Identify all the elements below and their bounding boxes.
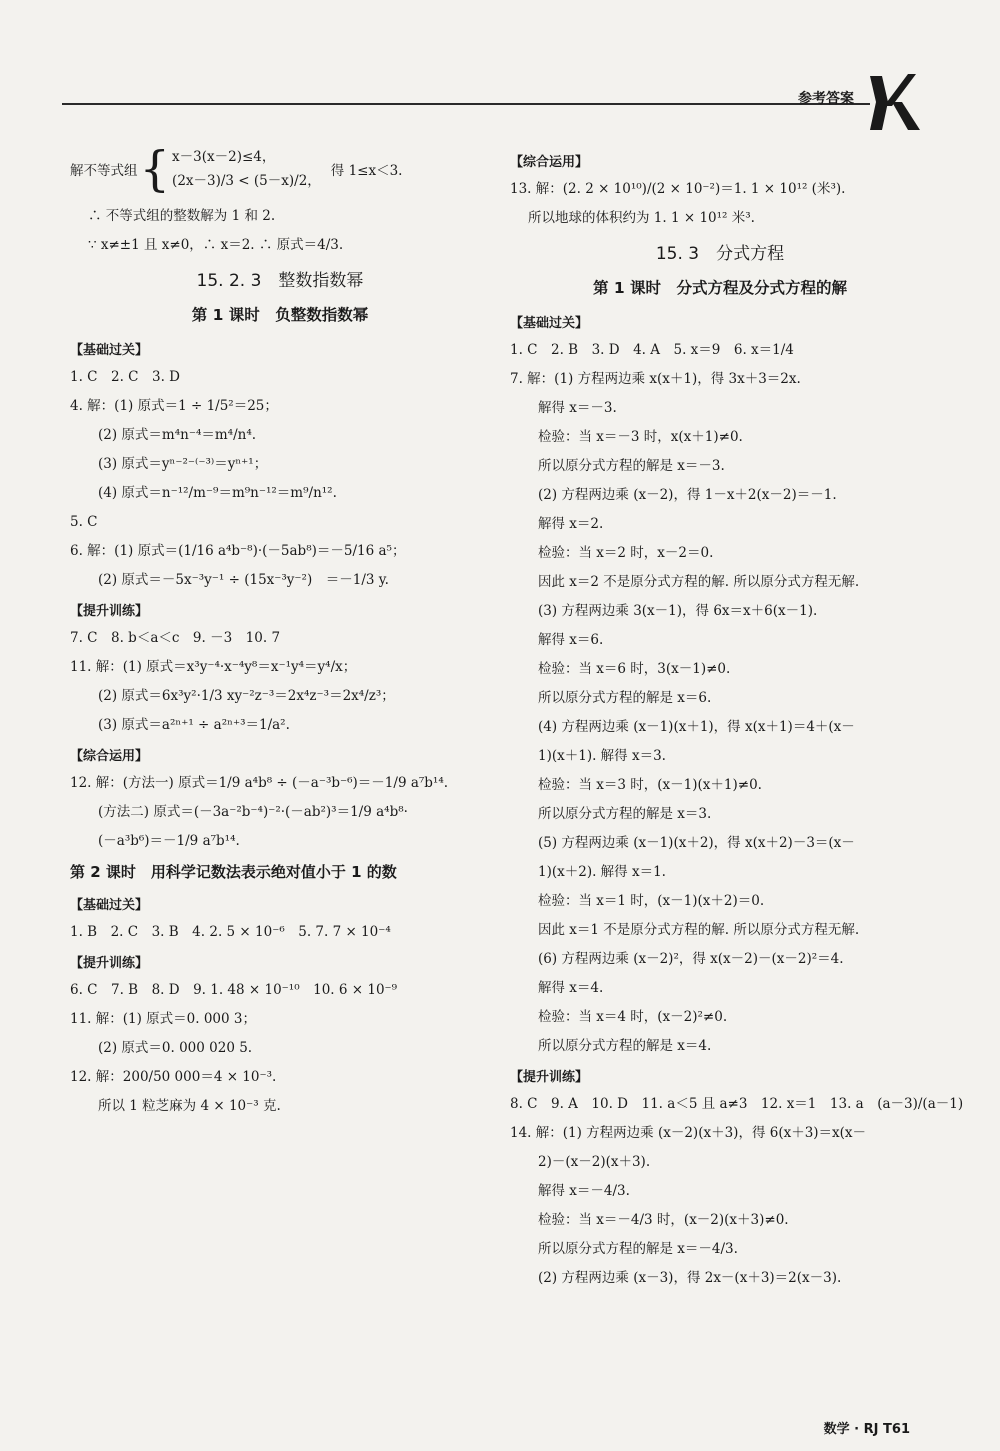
answer-line: (2) 方程两边乘 (x－3)，得 2x－(x＋3)＝2(x－3). [538,1270,842,1286]
answer-line: 所以原分式方程的解是 x＝－4/3. [538,1241,738,1257]
label-improve: 【提升训练】 [510,1070,589,1085]
answer-line: 所以地球的体积约为 1. 1 × 10¹² 米³. [528,210,755,226]
answer-line: 7. C 8. b＜a＜c 9. －3 10. 7 [70,630,281,646]
label-basic: 【基础过关】 [510,316,589,331]
answer-line: 解得 x＝－3. [538,400,617,416]
answer-line: 所以原分式方程的解是 x＝6. [538,690,712,706]
answer-line: 所以 1 粒芝麻为 4 × 10⁻³ 克. [98,1098,281,1114]
answer-line: 因此 x＝1 不是原分式方程的解. 所以原分式方程无解. [538,922,860,938]
brand-logo-icon [862,72,922,134]
answer-line: 12. 解：200/50 000＝4 × 10⁻³. [70,1069,277,1085]
section-title: 15. 2. 3 整数指数幂 [196,271,364,291]
answer-line: (方法二) 原式＝(－3a⁻²b⁻⁴)⁻²·(－ab²)³＝1/9 a⁴b⁸· [98,804,408,820]
lesson-title: 第 1 课时 分式方程及分式方程的解 [592,279,848,297]
answer-line: 1. C 2. B 3. D 4. A 5. x＝9 6. x＝1/4 [510,342,794,358]
answer-line: 检验：当 x＝－4/3 时，(x－2)(x＋3)≠0. [538,1212,789,1228]
answer-line: (3) 原式＝a²ⁿ⁺¹ ÷ a²ⁿ⁺³＝1/a². [98,717,290,733]
text-line: ∴ 不等式组的整数解为 1 和 2. [88,208,276,224]
answer-line: 11. 解：(1) 原式＝x³y⁻⁴·x⁻⁴y⁸＝x⁻¹y⁴＝y⁴/x； [70,659,357,675]
answer-line: (2) 原式＝6x³y²·1/3 xy⁻²z⁻³＝2x⁴z⁻³＝2x⁴/z³； [98,688,395,704]
answer-line: (5) 方程两边乘 (x－1)(x＋2)，得 x(x＋2)－3＝(x－ [538,835,855,851]
answer-line: 解得 x＝－4/3. [538,1183,630,1199]
header-title: 参考答案 [798,91,854,107]
lesson-title: 第 1 课时 负整数指数幂 [191,306,369,324]
answer-line: (3) 方程两边乘 3(x－1)，得 6x＝x＋6(x－1). [538,603,818,619]
answer-line: 解得 x＝4. [538,980,604,996]
section-title: 15. 3 分式方程 [655,244,785,264]
label-comprehensive: 【综合运用】 [70,749,149,764]
answer-line: 1. B 2. C 3. B 4. 2. 5 × 10⁻⁶ 5. 7. 7 × 10⁻⁴ [70,924,391,940]
answer-line: (2) 原式＝0. 000 020 5. [98,1040,253,1056]
system-prefix: 解不等式组 [70,163,138,179]
answer-line: 检验：当 x＝－3 时，x(x＋1)≠0. [538,429,743,445]
system-row-2: (2x－3)/3 < (5－x)/2， [172,173,321,189]
answer-line: 4. 解：(1) 原式＝1 ÷ 1/5²＝25； [70,398,278,414]
answer-line: 所以原分式方程的解是 x＝3. [538,806,712,822]
label-basic: 【基础过关】 [70,898,149,913]
answer-line: (2) 原式＝m⁴n⁻⁴＝m⁴/n⁴. [98,427,257,443]
answer-line: 所以原分式方程的解是 x＝4. [538,1038,712,1054]
answer-line: 检验：当 x＝4 时，(x－2)²≠0. [538,1009,728,1025]
inequality-system [70,141,490,197]
answer-line: 1. C 2. C 3. D [70,369,180,385]
answer-line: (2) 原式＝－5x⁻³y⁻¹ ÷ (15x⁻³y⁻²) ＝－1/3 y. [98,572,389,588]
system-row-1: x－3(x－2)≤4， [172,149,276,165]
answer-line: (－a³b⁶)＝－1/9 a⁷b¹⁴. [98,833,240,849]
answer-line: (3) 原式＝yⁿ⁻²⁻⁽⁻³⁾＝yⁿ⁺¹； [98,456,268,472]
answer-line: 8. C 9. A 10. D 11. a＜5 且 a≠3 12. x＝1 13. a (a－3)/(a－1) [510,1096,964,1112]
answer-line: 7. 解：(1) 方程两边乘 x(x＋1)，得 3x＋3＝2x. [510,371,801,387]
answer-line: 1)(x＋1). 解得 x＝3. [538,748,666,764]
answer-line: 6. C 7. B 8. D 9. 1. 48 × 10⁻¹⁰ 10. 6 × 10⁻⁹ [70,982,398,998]
answer-line: 12. 解：(方法一) 原式＝1/9 a⁴b⁸ ÷ (－a⁻³b⁻⁶)＝－1/9 a⁷b¹⁴. [70,775,449,791]
answer-line: 解得 x＝2. [538,516,604,532]
answer-line: 13. 解：(2. 2 × 10¹⁰)/(2 × 10⁻²)＝1. 1 × 10¹² (米³). [510,181,846,197]
answer-line: (2) 方程两边乘 (x－2)，得 1－x＋2(x－2)＝－1. [538,487,837,503]
answer-line: 14. 解：(1) 方程两边乘 (x－2)(x＋3)，得 6(x＋3)＝x(x－ [510,1125,867,1141]
answer-line: 因此 x＝2 不是原分式方程的解. 所以原分式方程无解. [538,574,860,590]
brace-icon: { [139,141,171,197]
page-footer [824,1418,910,1437]
label-improve: 【提升训练】 [70,956,149,971]
answer-line: 5. C [70,514,98,530]
answer-line: 1)(x＋2). 解得 x＝1. [538,864,666,880]
answer-line: 检验：当 x＝6 时，3(x－1)≠0. [538,661,731,677]
answer-line: 6. 解：(1) 原式＝(1/16 a⁴b⁻⁸)·(－5ab⁸)＝－5/16 a⁵； [70,543,406,559]
answer-line: 检验：当 x＝2 时，x－2＝0. [538,545,714,561]
label-basic: 【基础过关】 [70,343,149,358]
left-column [70,141,490,1126]
answer-line: 2)－(x－2)(x＋3). [538,1154,651,1170]
answer-line: 检验：当 x＝1 时，(x－1)(x＋2)＝0. [538,893,765,909]
label-comprehensive: 【综合运用】 [510,155,589,170]
answer-line: 解得 x＝6. [538,632,604,648]
answer-line: (4) 方程两边乘 (x－1)(x＋1)，得 x(x＋1)＝4＋(x－ [538,719,855,735]
label-improve: 【提升训练】 [70,604,149,619]
answer-line: (6) 方程两边乘 (x－2)²，得 x(x－2)－(x－2)²＝4. [538,951,844,967]
answer-line: 11. 解：(1) 原式＝0. 000 3； [70,1011,256,1027]
right-column [510,145,964,1298]
answer-line: 检验：当 x＝3 时，(x－1)(x＋1)≠0. [538,777,762,793]
answer-line: (4) 原式＝n⁻¹²/m⁻⁹＝m⁹n⁻¹²＝m⁹/n¹². [98,485,337,501]
page-number: T61 [883,1422,910,1437]
footer-subject: 数学 · RJ [823,1422,879,1437]
header-rule [62,103,870,105]
lesson-title: 第 2 课时 用科学记数法表示绝对值小于 1 的数 [70,863,397,881]
system-suffix: 得 1≤x＜3. [330,163,403,179]
answer-line: 所以原分式方程的解是 x＝－3. [538,458,725,474]
text-line: ∵ x≠±1 且 x≠0，∴ x＝2. ∴ 原式＝4/3. [88,237,344,253]
